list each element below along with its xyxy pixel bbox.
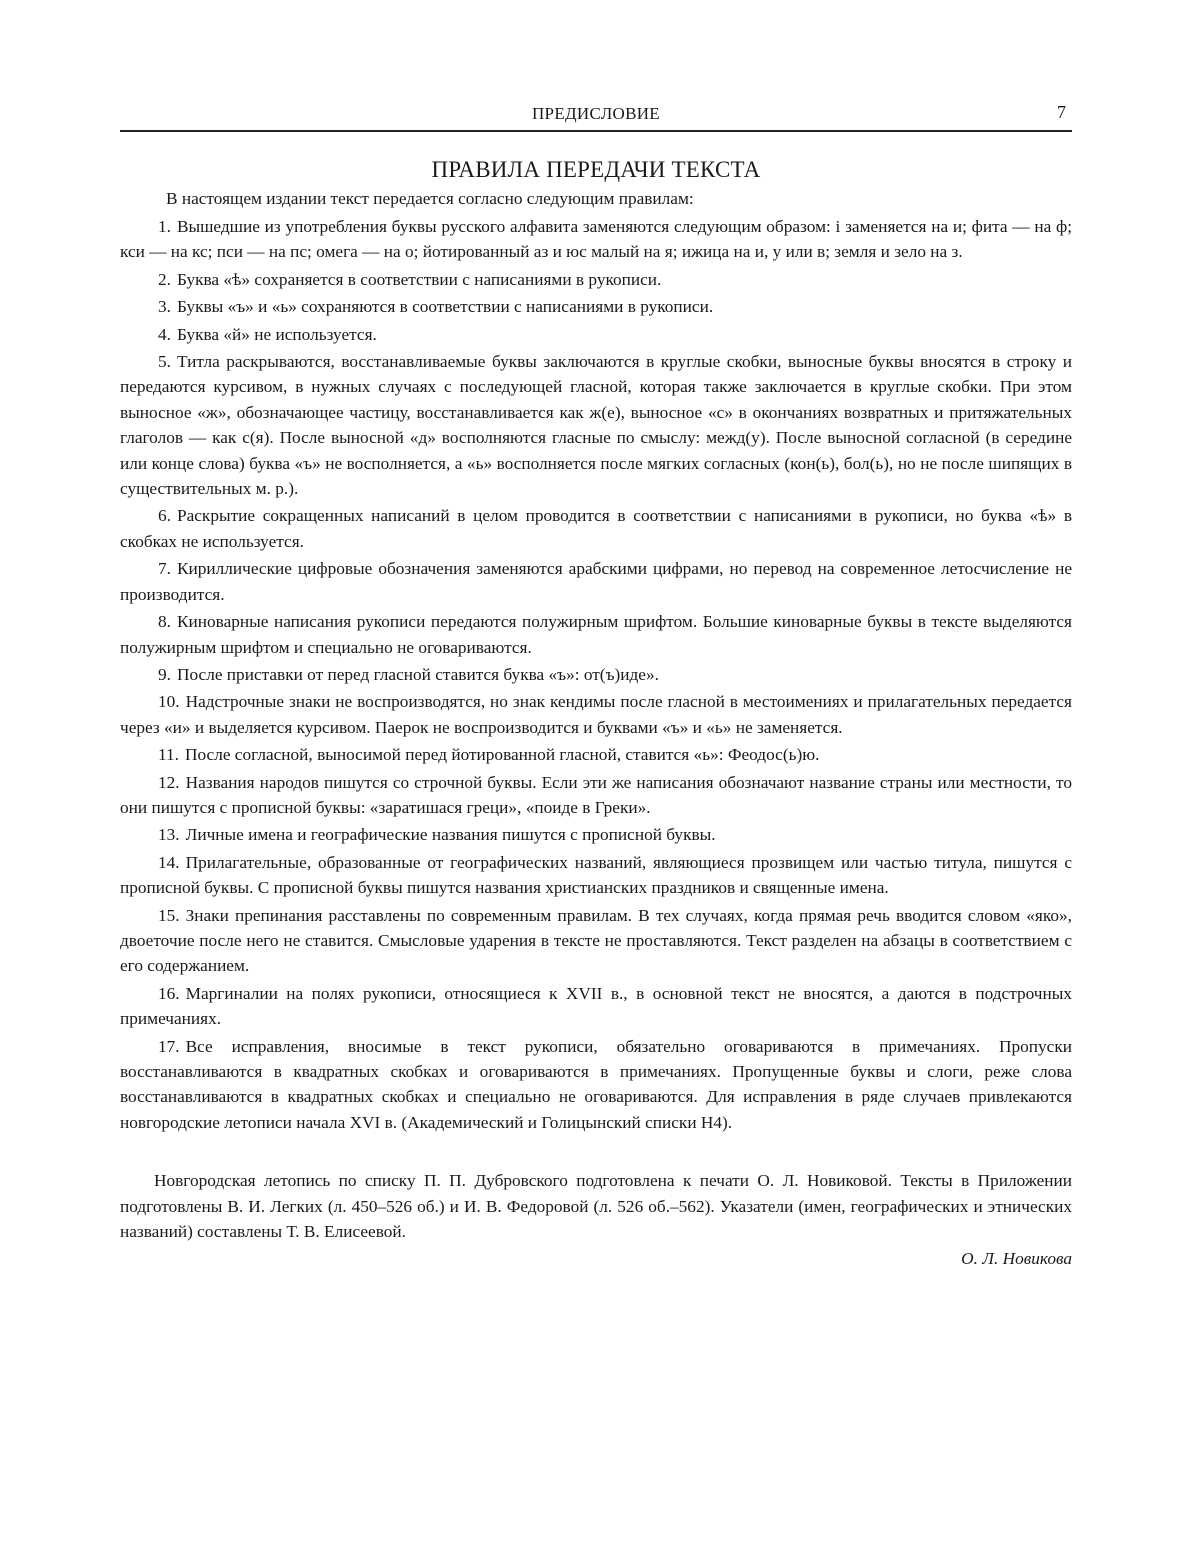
rule-number: 4. (158, 324, 171, 344)
rule-text: Титла раскрываются, восстанавливаемые буквы заключаются в круглые скобки, выносные буквы вносятся в строку и передаются курсивом, в нужных случаях с последующей гласной, которая также заключается в круглые скобки. При этом выносное «ж», обозначающее частицу, восстанавливается как ж(е), выносное «с» в окончаниях возвратных и притяжательных глаголов — как с(я). После выносной «д» восполняются гласные по смыслу: межд(у). После выносной согласной (в середине или конце слова) буква «ъ» не восполняется, а «ь» восполняется после мягких согласных (кон(ь), бол(ь), но не после шипящих в существительных м. р.). (120, 352, 1072, 499)
page-number: 7 (1057, 102, 1066, 122)
running-header (120, 96, 1072, 132)
rule-item (120, 770, 1072, 821)
rule-item (120, 294, 1072, 319)
rule-item (120, 214, 1072, 265)
rule-item (120, 1034, 1072, 1136)
rule-text: После приставки от перед гласной ставится буква «ъ»: от(ъ)иде». (176, 664, 659, 684)
rule-item (120, 267, 1072, 292)
intro-paragraph: В настоящем издании текст передается согласно следующим правилам: (166, 189, 694, 208)
rule-text: Личные имена и географические названия пишутся с прописной буквы. (185, 825, 716, 845)
running-title: ПРЕДИСЛОВИЕ (531, 104, 660, 123)
rule-number: 11. (158, 745, 179, 765)
rule-text: Киноварные написания рукописи передаются полужирным шрифтом. Большие киноварные буквы в тексте выделяются полужирным шрифтом и специально не оговариваются. (120, 612, 1072, 657)
rule-number: 9. (158, 664, 171, 684)
rule-number: 6. (158, 506, 171, 526)
rule-number: 15. (158, 905, 180, 925)
rule-number: 3. (158, 297, 171, 317)
section-title: ПРАВИЛА ПЕРЕДАЧИ ТЕКСТА (431, 157, 761, 182)
rule-text: Кириллические цифровые обозначения заменяются арабскими цифрами, но перевод на современное летосчисление не производится. (120, 559, 1072, 604)
rule-item (120, 981, 1072, 1032)
rule-number: 2. (158, 269, 171, 289)
rule-text: Знаки препинания расставлены по современным правилам. В тех случаях, когда прямая речь вводится словом «яко», двоеточие после него не ставится. Смысловые ударения в тексте не проставляются. Текст разделен на абзацы в соответствием с его содержанием. (120, 905, 1072, 976)
rule-number: 5. (158, 352, 171, 372)
rule-item (120, 662, 1072, 687)
rule-number: 8. (158, 612, 171, 632)
rule-text: Надстрочные знаки не воспроизводятся, но знак кендимы после гласной в местоимениях и прилагательных передается через «и» и выделяется курсивом. Паерок не воспроизводится и буквами «ъ» и «ь» не заменяется. (120, 692, 1072, 737)
rule-item (120, 503, 1072, 554)
rule-item (120, 822, 1072, 847)
rule-text: Раскрытие сокращенных написаний в целом проводится в соответствии с написаниями в рукописи, но буква «ѣ» в скобках не используется. (120, 506, 1072, 551)
rule-number: 7. (158, 559, 171, 579)
rule-number: 17. (158, 1036, 180, 1056)
rule-text: Маргиналии на полях рукописи, относящиеся к XVII в., в основной текст не вносятся, а даются в подстрочных примечаниях. (120, 983, 1072, 1029)
rule-number: 12. (158, 772, 180, 792)
rule-number: 1. (158, 217, 171, 236)
rule-number: 14. (158, 852, 180, 872)
rule-item (120, 349, 1072, 501)
author-signature: О. Л. Новикова (961, 1249, 1072, 1268)
rule-item (120, 689, 1072, 740)
rule-text: Буква «й» не используется. (176, 324, 377, 344)
rule-item (120, 609, 1072, 660)
closing-paragraph: Новгородская летопись по списку П. П. Дубровского подготовлена к печати О. Л. Новиковой. Тексты в Приложении подготовлены В. И. Легких (л. 450–526 об.) и И. В. Федоровой (л. 526 об.–562). Указатели (имен, географических и этнических названий) составлены Т. В. Елисеевой. (120, 1171, 1072, 1242)
rule-text: После согласной, выносимой перед йотированной гласной, ставится «ь»: Феодос(ь)ю. (184, 745, 820, 765)
rule-item (120, 556, 1072, 607)
rule-text: Названия народов пишутся со строчной буквы. Если эти же написания обозначают название страны или местности, то они пишутся с прописной буквы: «заратишася греци», «поиде в Греки». (120, 772, 1072, 817)
rule-item (120, 322, 1072, 347)
rule-text: Буква «ѣ» сохраняется в соответствии с написаниями в рукописи. (176, 269, 662, 289)
rule-text: Прилагательные, образованные от географических названий, являющиеся прозвищем или частью титула, пишутся с прописной буквы. С прописной буквы пишутся названия христианских праздников и священные имена. (120, 852, 1072, 898)
rule-number: 13. (158, 825, 180, 845)
document-page (120, 96, 1072, 1269)
rule-item (120, 903, 1072, 979)
rule-text: Буквы «ъ» и «ь» сохраняются в соответствии с написаниями в рукописи. (176, 297, 714, 317)
rule-number: 16. (158, 983, 180, 1003)
rule-number: 10. (158, 692, 180, 712)
rule-item (120, 742, 1072, 767)
rule-text: Все исправления, вносимые в текст рукописи, обязательно оговариваются в примечаниях. Пропуски восстанавливаются в квадратных скобках и оговариваются в примечаниях. Пропущенные буквы и слоги, реже слова восстанавливаются в квадратных скобках и специально не оговариваются. Для исправления в ряде случаев привлекаются новгородские летописи начала XVI в. (Академический и Голицынский списки Н4). (120, 1036, 1072, 1132)
rule-text: Вышедшие из употребления буквы русского алфавита заменяются следующим образом: і заменяется на и; фита — на ф; кси — на кс; пси — на пс; омега — на о; йотированный аз и юс малый на я; ижица на и, у или в; земля и зело на з. (120, 217, 1072, 262)
rule-item (120, 850, 1072, 901)
rules-list (120, 214, 1072, 1135)
